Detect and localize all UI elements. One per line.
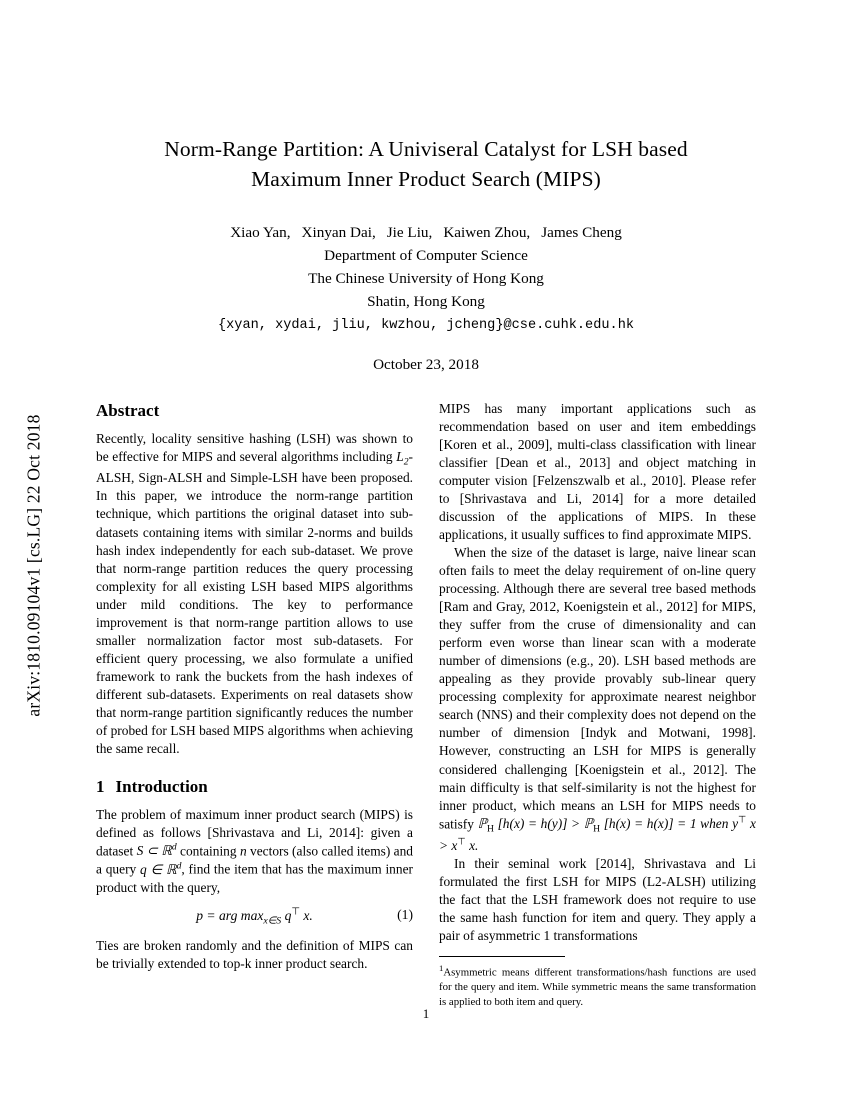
left-column [96, 400, 413, 1009]
author: Kaiwen Zhou, [443, 224, 531, 242]
footnote-marker: 1 [439, 963, 444, 974]
title-line-1: Norm-Range Partition: A Univiseral Catalyst for LSH based [164, 137, 688, 161]
abstract-text-part-1: Recently, locality sensitive hashing (LSH) was shown to be effective for MIPS and several algorithms including [96, 430, 413, 464]
author-emails: {xyan, xydai, jliu, kwzhou, jcheng}@cse.cuhk.edu.hk [217, 317, 635, 333]
author-block [96, 222, 756, 336]
footnote-rule [439, 956, 565, 957]
intro-text-d: , find the item that has the maximum inner product with the query, [96, 861, 413, 895]
abstract-paragraph [96, 430, 413, 758]
footnote-1 [439, 963, 756, 1009]
author: Xiao Yan, [230, 224, 291, 242]
author-names [96, 222, 756, 245]
paper-content [96, 0, 756, 1100]
title-line-2: Maximum Inner Product Search (MIPS) [251, 166, 601, 191]
equation-1-body: p = arg $\max_{x\in S} q^⊤$ x. [196, 906, 313, 928]
n-symbol: n [239, 843, 247, 859]
intro-text-a: The problem of maximum inner product search (MIPS) is defined as follows [Shrivastava and Li, 2014]: given a dataset [96, 806, 413, 859]
intro-paragraph-1 [96, 806, 413, 897]
right-paragraph-3: In their seminal work [2014], Shrivastava and Li formulated the first LSH for MIPS (L2-ALSH) utilizing the fact that the LSH framework does not require to use the same hash function for item and query. They apply a pair of asymmetric 1 transformations [439, 856, 756, 944]
affiliation-university: The Chinese University of Hong Kong [308, 269, 544, 287]
dataset-symbol: S ⊂ ℝ$^d$ [136, 841, 177, 859]
lsh-condition-when: when y⊤ x > x⊤ x. [439, 814, 756, 854]
author: Xinyan Dai, [301, 224, 376, 242]
intro-text-c: vectors (also called items) and a query [96, 843, 413, 877]
l2-alsh-symbol: $L_2$ [396, 448, 409, 468]
arxiv-stamp: arXiv:1810.09104v1 [cs.LG] 22 Oct 2018 [23, 414, 44, 717]
author: James Cheng [541, 224, 622, 242]
footnote-text: Asymmetric means different transformations/hash functions are used for the query and item. While symmetric means the same transformation is applied to both item and query. [439, 966, 756, 1008]
page-number: 1 [422, 1006, 430, 1021]
two-column-body [96, 400, 756, 1009]
lsh-condition-formula: ℙ$_H$ [h(x) = h(y)] > ℙ$_H$ [h(x) = h(x)] = 1 [477, 816, 697, 835]
section-title: Introduction [115, 776, 208, 796]
abstract-text-part-2: -ALSH, Sign-ALSH and Simple-LSH have been proposed. In this paper, we introduce the norm-range partition technique, which partitions the original dataset into sub-datasets containing items with similar 2-norms and builds hash index independently for each sub-dataset. We prove that norm-range partition reduces the query processing complexity for all existing LSH based MIPS algorithms under mild conditions. The key to performance improvement is that norm-range partition allows to use smaller normalization factor most sub-datasets. For efficient query processing, we also formulate a unified framework to rank the buckets from the hash indexes of different sub-datasets. Experiments on real datasets show that norm-range partition significantly reduces the number of probed for LSH based MIPS algorithms when achieving the same recall. [96, 448, 413, 756]
query-symbol: q ∈ ℝ$^d$ [140, 860, 182, 877]
affiliation-location: Shatin, Hong Kong [367, 292, 485, 310]
right-paragraph-2 [439, 544, 756, 855]
intro-paragraph-2: Ties are broken randomly and the definition of MIPS can be trivially extended to top-k inner product search. [96, 938, 413, 972]
equation-1-number: (1) [397, 906, 413, 922]
equation-1 [96, 906, 413, 928]
right-paragraph-2-text: When the size of the dataset is large, naive linear scan often fails to meet the delay requirement of on-line query processing. Although there are several tree based methods [Ram and Gray, 2012, Koenigstein et al., 2012] for MIPS, they suffer from the cruse of dimensionality and can perform even worse than linear scan with a moderate number of dimensions (e.g., 20). LSH based methods are appealing as they provide provably sub-linear query processing complexity for approximate nearest neighbor search (NNS) and their complexity does not depend on the number of dimension [Indyk and Motwani, 1998]. However, constructing an LSH for MIPS is generally considered challenging [Koenigstein et al., 2012]. The main difficulty is that self-similarity is not the highest for inner product, which means an LSH for MIPS needs to satisfy [439, 545, 756, 832]
paper-date: October 23, 2018 [373, 355, 479, 373]
intro-text-b: containing [176, 843, 240, 859]
section-heading-introduction [96, 776, 413, 799]
affiliation-department: Department of Computer Science [324, 247, 528, 265]
right-column [439, 400, 756, 1009]
author: Jie Liu, [386, 224, 433, 242]
section-number: 1 [96, 776, 105, 796]
abstract-heading: Abstract [96, 400, 160, 420]
right-paragraph-1: MIPS has many important applications such as recommendation based on user and item embeddings [Koren et al., 2009], multi-class classification with linear classifier [Dean et al., 2013] and object matching in computer vision [Felzenszwalb et al., 2010]. Please refer to [Shrivastava and Li, 2014] for a more detailed discussion of the applications of MIPS. In these applications, it usually suffices to find approximate MIPS. [439, 400, 756, 543]
page-title [96, 135, 756, 194]
